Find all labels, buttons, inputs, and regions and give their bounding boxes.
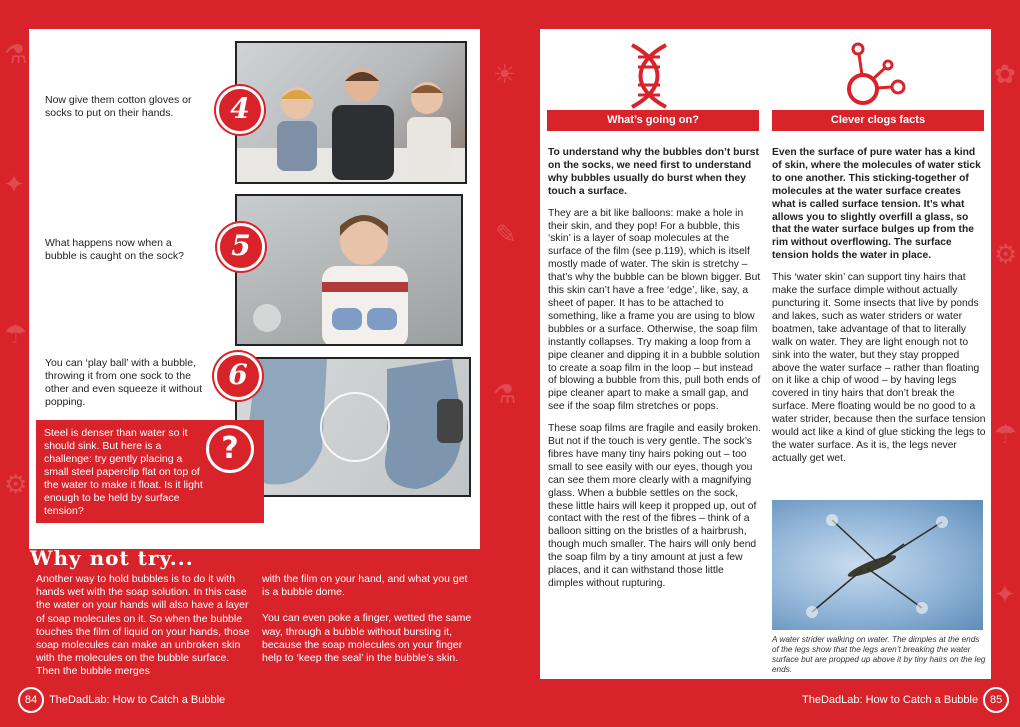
dna-icon: [614, 41, 684, 111]
step-4-text: Now give them cotton gloves or socks to put on their hands.: [45, 94, 192, 119]
step-6-text: You can ‘play ball’ with a bubble, throwing it from one sock to the other and even squeeze it without popping.: [45, 357, 203, 408]
right-page-number: 85: [983, 687, 1009, 713]
whats-going-on-header: What’s going on?: [547, 110, 759, 131]
left-footer: [18, 687, 225, 713]
clever-clogs-header: Clever clogs facts: [772, 110, 984, 131]
left-book-title: TheDadLab: How to Catch a Bubble: [49, 694, 226, 706]
water-strider-illustration: [772, 500, 983, 630]
clever-clogs-intro: Even the surface of pure water has a kind of skin, where the molecules of water stick to one another. This sticking-together of molecules at the water surface creates what is called surface tension. It’s what allows you to slightly overfill a glass, so that the water surface bulges up from the rim without overflowing. The surface tension holds the water in place.: [772, 147, 981, 262]
family-photo-illustration: [237, 43, 467, 184]
clever-clogs-body: [772, 147, 986, 475]
step-4-photo: [235, 41, 467, 184]
why-not-try-col-2-p2: You can even poke a finger, wetted the same way, through a bubble without bursting it, because the soap molecules on your finger help to ‘keep the seal’ in the bubble’s skin.: [262, 612, 472, 665]
step-5-photo: [235, 194, 463, 346]
step-6-badge: 6: [214, 352, 262, 400]
right-book-title: TheDadLab: How to Catch a Bubble: [802, 694, 979, 706]
step-5-badge: 5: [217, 223, 265, 271]
whats-going-on-body: [548, 147, 762, 600]
water-strider-photo: [772, 500, 983, 630]
clever-clogs-p1: This ‘water skin’ can support tiny hairs that make the surface dimple without actually puncturing it. Some insects that live by ponds and lakes, such as water striders or water boatmen, take advantage of that to literally walk on water. They are light enough not to sink into the water, but they stay propped above the water surface – rather than floating on it like a chip of wood – by having legs covered in tiny hairs that don’t break the surface. Mere floating would be no good to a water strider, because then the surface tension would act like a kind of glue sticking the legs to the water surface. As it is, the legs never actually get wet.: [772, 272, 986, 464]
question-mark-icon: ?: [206, 425, 254, 473]
socks-bubble-illustration: [237, 359, 471, 497]
why-not-try-col-2: [262, 573, 474, 665]
why-not-try-title: Why not try...: [30, 546, 194, 570]
child-photo-illustration: [237, 196, 463, 346]
whats-going-on-p2: These soap films are fragile and easily broken. But not if the touch is very gentle. The sock’s fibres have many tiny hairs poking out – too small to see easily with our eyes, though you can see them more clearly with a magnifying glass. When a bubble settles on the sock, these little hairs will keep it propped up, out of contact with the rest of the fibres – think of a balloon sitting on the bristles of a hairbrush, though much smaller. The hairs will only bend the soap film by a tiny amount at just a few places, and it can withstand those little dimples without rupturing.: [548, 423, 761, 589]
step-4-badge: 4: [216, 86, 264, 134]
molecule-icon: [838, 41, 908, 111]
whats-going-on-p1: They are a bit like balloons: make a hole in their skin, and they pop! For a bubble, this ‘skin’ is a layer of soap molecules at the surface of the film (see p.119), which is itself mostly made of water. The skin is stretchy – that’s why the bubble can be blown bigger. But this skin can’t have a free ‘edge’, like, say, a sheet of paper. It has to be attached to something, like a frame you are using to blow bubbles or a surface. Otherwise, the soap film instantly collapses. Try making a loop from a pipe cleaner and dipping it in a bubble solution to create a soap film in the loop – but instead of blowing a bubble from this, pull both ends of pipe cleaner apart to make a small gap, and see if the soap film stretches or pops.: [548, 207, 761, 413]
why-not-try-col-1: Another way to hold bubbles is to do it with hands wet with the soap solution. In this case the water on your hands will also have a layer of soap molecules on it. So when the bubble touches the film of liquid on your hands, those soap molecules can make an unbroken skin with the molecules on the bubble surface. Then the bubble merges: [36, 573, 250, 678]
left-page-number: 84: [18, 687, 44, 713]
whats-going-on-intro: To understand why the bubbles don’t burst on the socks, we need first to understand why bubbles usually do burst when they touch a surface.: [548, 147, 759, 197]
step-6-photo: [235, 357, 471, 497]
right-page: [540, 29, 991, 679]
challenge-text: Steel is denser than water so it should sink. But here is a challenge: try gently placing a small steel paperclip flat on top of the water to make it float. Is it light enough to be held by surface tension?: [44, 427, 203, 517]
step-5-text: What happens now when a bubble is caught on the sock?: [45, 237, 184, 262]
why-not-try-col-2-p1: with the film on your hand, and what you get is a bubble dome.: [262, 573, 468, 599]
water-strider-caption: A water strider walking on water. The dimples at the ends of the legs show that the legs aren’t breaking the water surface but are propped up above it by tiny hairs on the leg ends.: [772, 635, 986, 674]
right-footer: [802, 687, 1009, 713]
